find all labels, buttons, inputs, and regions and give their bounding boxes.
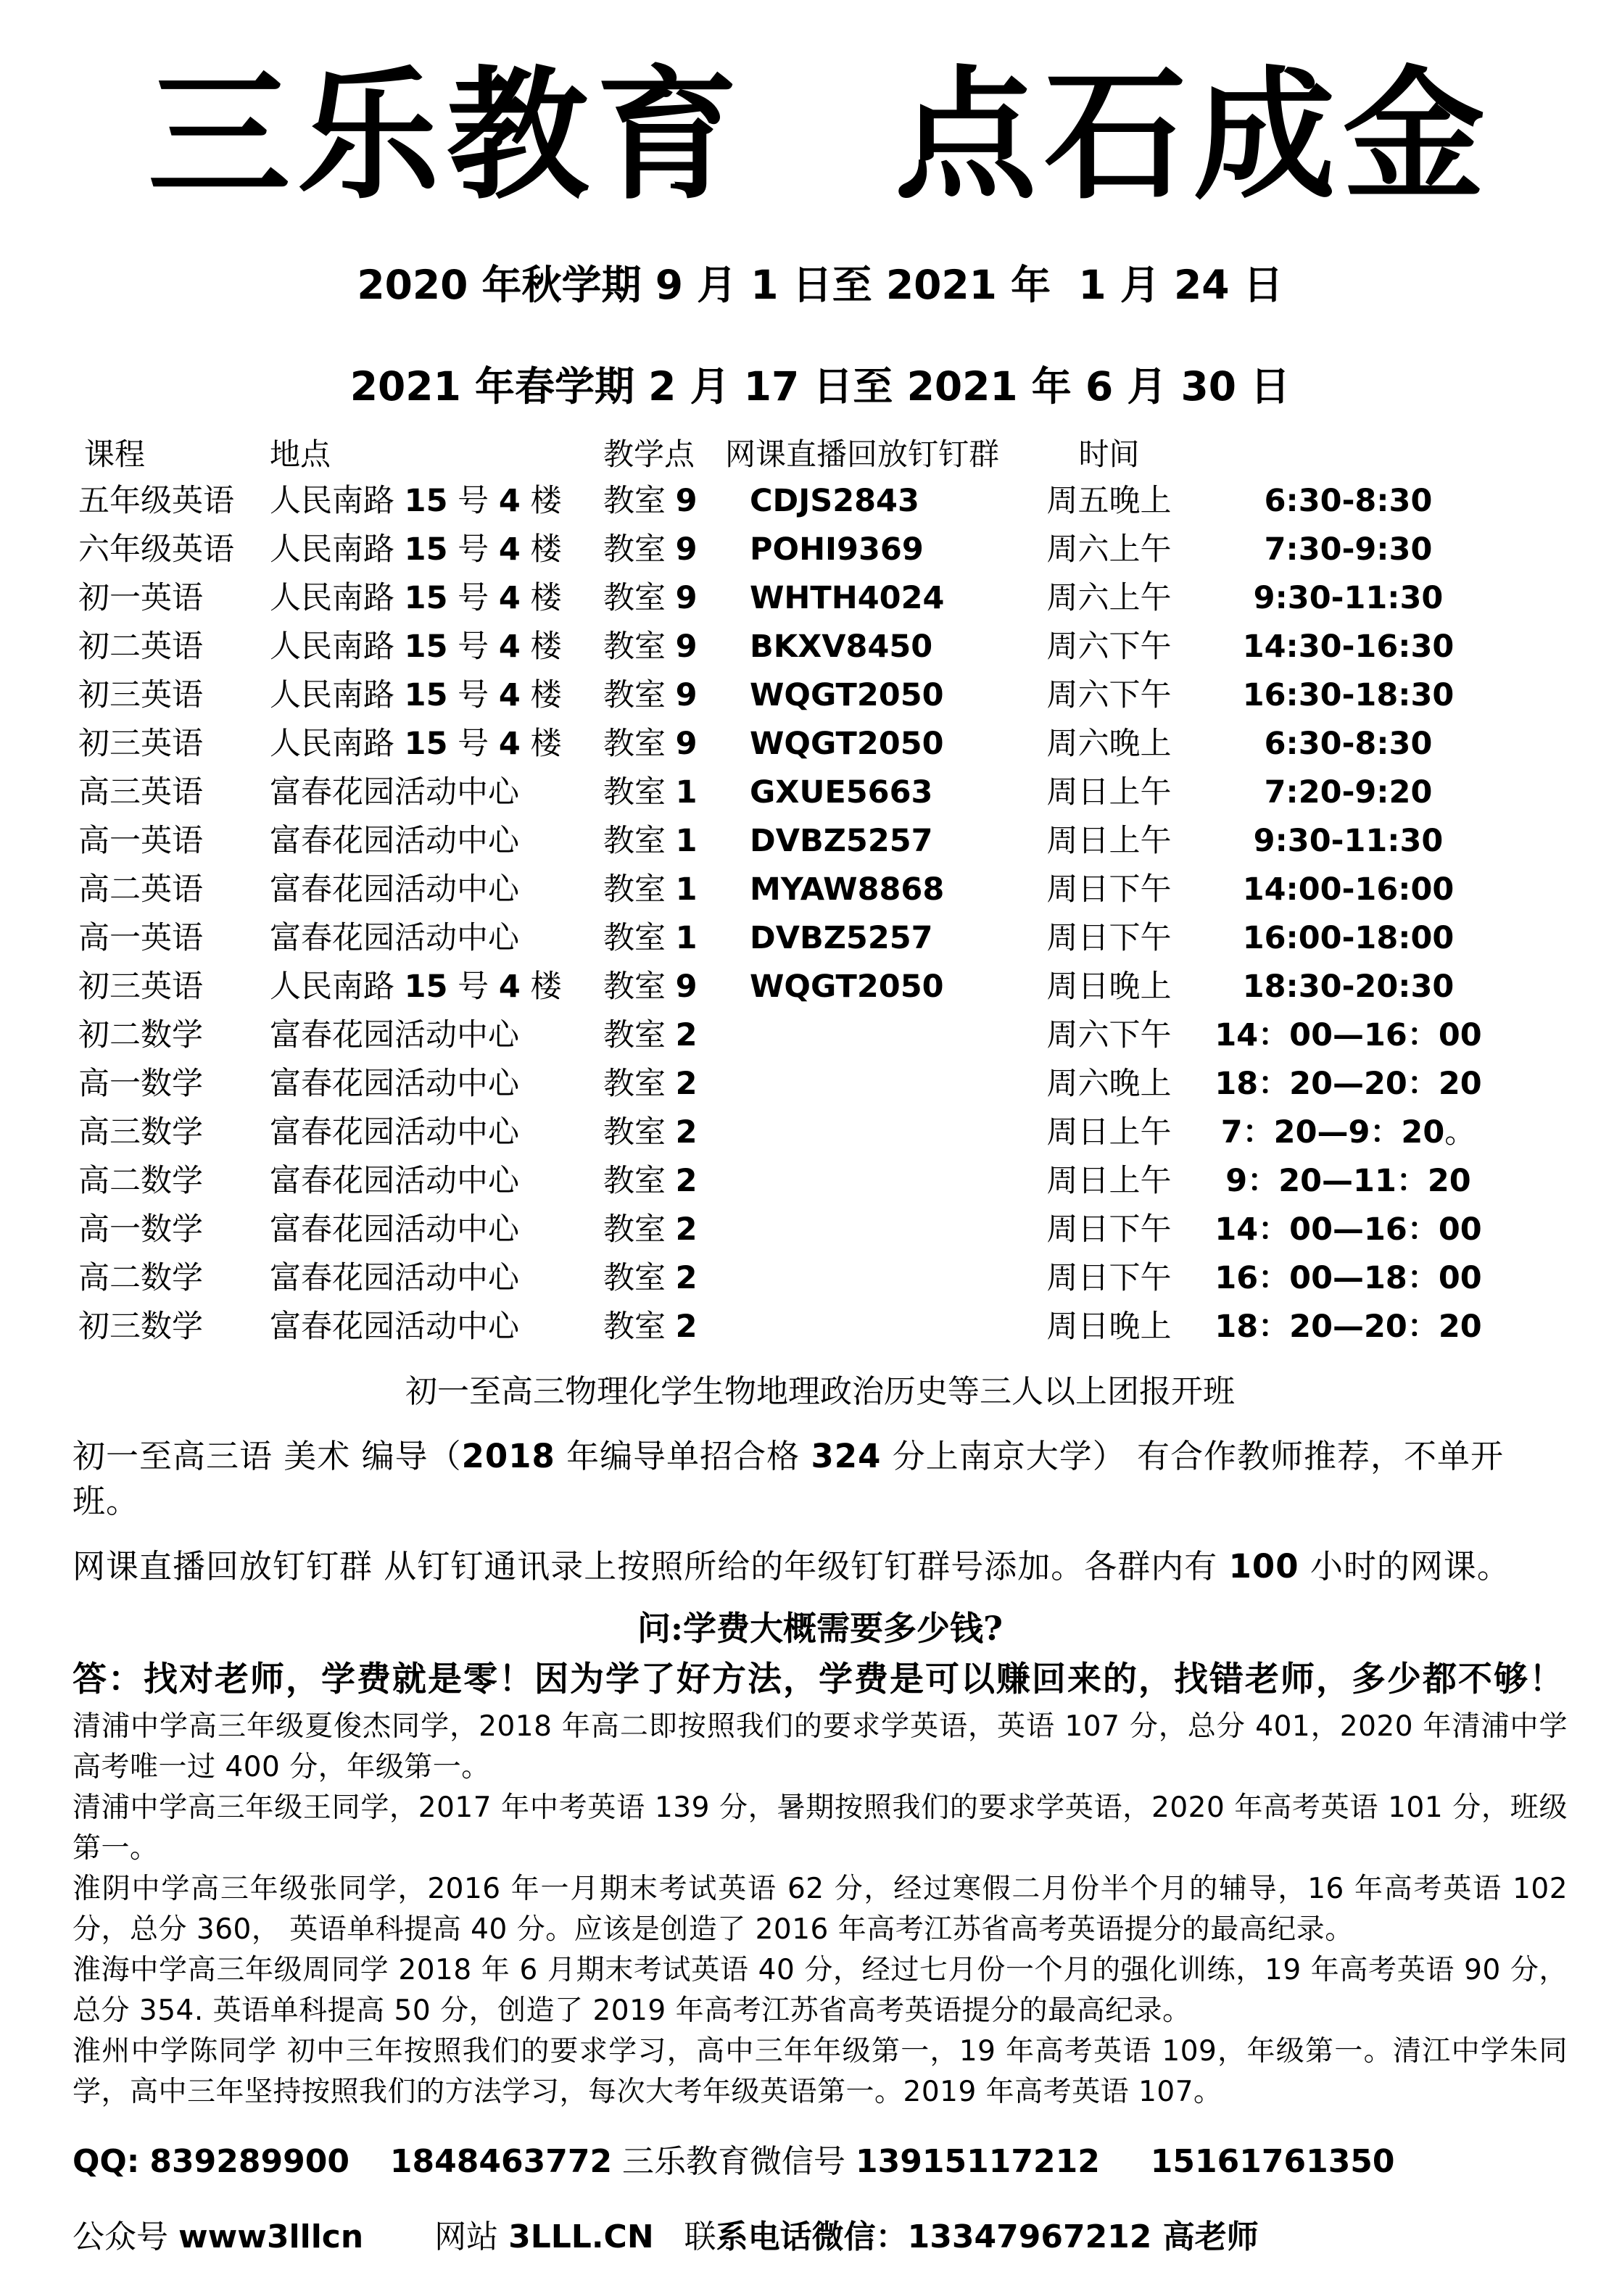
testimonial-item: 清浦中学高三年级王同学，2017 年中考英语 139 分，暑期按照我们的要求学英语，2020 年高考英语 101 分，班级第一。 [73, 1791, 1568, 1865]
testimonial-item: 淮海中学高三年级周同学 2018 年 6 月期末考试英语 40 分，经过七月份一个月的强化训练，19 年高考英语 90 分， 总分 354. 英语单科提高 50 分，创造了 2019 年高考江苏省高考英语提分的最高纪录。 [73, 1954, 1568, 2027]
table-row [73, 1254, 1568, 1303]
day-cell: 周日上午 [1046, 823, 1172, 859]
day-cell: 周六上午 [1046, 580, 1172, 616]
course-cell: 初三英语 [78, 726, 203, 762]
schedule-body [73, 477, 1568, 1351]
classroom-cell: 教室 2 [603, 1260, 698, 1296]
tuition-question: 问:学费大概需要多少钱? [637, 1609, 1003, 1648]
time-cell: 18：20—20：20 [1215, 1066, 1482, 1102]
time-cell: 14:30-16:30 [1242, 629, 1455, 665]
testimonial-item: 淮州中学陈同学 初中三年按照我们的要求学习，高中三年年级第一，19 年高考英语 109，年级第一。清江中学朱同学，高中三年坚持按照我们的方法学习，每次大考年级英语第一。2019 年高考英语 107。 [73, 2035, 1568, 2108]
page-title: 三乐教育 点石成金 [147, 52, 1492, 219]
course-cell: 初三英语 [78, 969, 203, 1005]
classroom-cell: 教室 1 [603, 823, 698, 859]
time-cell: 9：20—11：20 [1225, 1163, 1471, 1199]
testimonial-item: 淮阴中学高三年级张同学，2016 年一月期末考试英语 62 分，经过寒假二月份半个月的辅导，16 年高考英语 102 分，总分 360， 英语单科提高 40 分。应该是创造了 2016 年高考江苏省高考英语提分的最高纪录。 [73, 1873, 1568, 1946]
dingtalk-group-cell: MYAW8868 [750, 871, 945, 908]
classroom-cell: 教室 9 [603, 483, 698, 519]
schedule-header-location: 地点 [270, 436, 331, 472]
table-row [73, 914, 1568, 963]
qq-contact-line: QQ: 839289900 1848463772 三乐教育微信号 13915117212 15161761350 [73, 2143, 1395, 2180]
classroom-cell: 教室 1 [603, 871, 698, 908]
time-cell: 16:00-18:00 [1242, 920, 1455, 956]
schedule-header-time: 时间 [1078, 436, 1140, 472]
location-cell: 富春花园活动中心 [270, 823, 519, 859]
course-cell: 高二数学 [78, 1260, 203, 1296]
testimonials-section [73, 1707, 1568, 2113]
course-cell: 初二英语 [78, 629, 203, 665]
dingtalk-group-cell: WQGT2050 [750, 726, 944, 762]
classroom-cell: 教室 9 [603, 677, 698, 713]
course-cell: 初三英语 [78, 677, 203, 713]
table-row [73, 963, 1568, 1011]
table-row [73, 1060, 1568, 1108]
fall-semester-date: 2020 年秋学期 9 月 1 日至 2021 年 1 月 24 日 [357, 261, 1283, 308]
location-cell: 富春花园活动中心 [270, 1260, 519, 1296]
testimonial-item: 清浦中学高三年级夏俊杰同学，2018 年高二即按照我们的要求学英语，英语 107 分，总分 401，2020 年清浦中学高考唯一过 400 分，年级第一。 [73, 1710, 1568, 1783]
semester-dates [73, 255, 1568, 416]
day-cell: 周六晚上 [1046, 726, 1172, 762]
table-row [73, 477, 1568, 526]
time-cell: 18：20—20：20 [1215, 1309, 1482, 1345]
group-enrollment-note: 初一至高三物理化学生物地理政治历史等三人以上团报开班 [405, 1373, 1235, 1410]
classroom-cell: 教室 9 [603, 969, 698, 1005]
table-row [73, 1011, 1568, 1060]
course-cell: 五年级英语 [78, 483, 234, 519]
dingtalk-group-cell: POHI9369 [750, 531, 924, 568]
table-row [73, 1108, 1568, 1157]
schedule-header-course: 课程 [84, 436, 146, 472]
time-cell: 16：00—18：00 [1215, 1260, 1482, 1296]
dingtalk-group-cell: WHTH4024 [750, 580, 945, 616]
dingtalk-group-cell: BKXV8450 [750, 629, 933, 665]
table-row [73, 623, 1568, 671]
dingtalk-group-cell: GXUE5663 [750, 774, 933, 811]
table-row [73, 526, 1568, 574]
day-cell: 周六晚上 [1046, 1066, 1172, 1102]
time-cell: 6:30-8:30 [1264, 726, 1433, 762]
location-cell: 富春花园活动中心 [270, 774, 519, 811]
time-cell: 14：00—16：00 [1215, 1017, 1482, 1053]
table-row [73, 1303, 1568, 1351]
course-cell: 初三数学 [78, 1309, 203, 1345]
day-cell: 周日上午 [1046, 1163, 1172, 1199]
location-cell: 富春花园活动中心 [270, 1309, 519, 1345]
classroom-cell: 教室 2 [603, 1163, 698, 1199]
classroom-cell: 教室 2 [603, 1309, 698, 1345]
dingtalk-group-cell: WQGT2050 [750, 969, 944, 1005]
course-cell: 高二英语 [78, 871, 203, 908]
course-cell: 高一数学 [78, 1066, 203, 1102]
classroom-cell: 教室 9 [603, 580, 698, 616]
classroom-cell: 教室 1 [603, 774, 698, 811]
classroom-cell: 教室 2 [603, 1017, 698, 1053]
location-cell: 人民南路 15 号 4 楼 [270, 726, 562, 762]
course-cell: 初二数学 [78, 1017, 203, 1053]
dingtalk-group-cell: CDJS2843 [750, 483, 919, 519]
day-cell: 周日下午 [1046, 1260, 1172, 1296]
day-cell: 周日上午 [1046, 774, 1172, 811]
location-cell: 富春花园活动中心 [270, 1066, 519, 1102]
classroom-cell: 教室 9 [603, 531, 698, 568]
classroom-cell: 教室 9 [603, 726, 698, 762]
classroom-cell: 教室 1 [603, 920, 698, 956]
day-cell: 周五晚上 [1046, 483, 1172, 519]
time-cell: 18:30-20:30 [1242, 969, 1455, 1005]
day-cell: 周日晚上 [1046, 969, 1172, 1005]
location-cell: 富春花园活动中心 [270, 1114, 519, 1151]
day-cell: 周日下午 [1046, 871, 1172, 908]
table-row [73, 574, 1568, 623]
footer-contact-line: 公众号 www3lllcn 网站 3LLL.CN 联系电话微信：13347967212 高老师 [73, 2218, 1259, 2255]
dingtalk-group-cell: DVBZ5257 [750, 823, 933, 859]
location-cell: 人民南路 15 号 4 楼 [270, 677, 562, 713]
table-row [73, 720, 1568, 768]
location-cell: 富春花园活动中心 [270, 1163, 519, 1199]
time-cell: 14：00—16：00 [1215, 1211, 1482, 1248]
course-cell: 高一英语 [78, 823, 203, 859]
location-cell: 人民南路 15 号 4 楼 [270, 483, 562, 519]
schedule-header-row [73, 432, 1568, 477]
location-cell: 人民南路 15 号 4 楼 [270, 969, 562, 1005]
location-cell: 富春花园活动中心 [270, 871, 519, 908]
table-row [73, 866, 1568, 914]
course-cell: 高一英语 [78, 920, 203, 956]
day-cell: 周日下午 [1046, 920, 1172, 956]
dingtalk-note: 网课直播回放钉钉群 从钉钉通讯录上按照所给的年级钉钉群号添加。各群内有 100 小时的网课。 [73, 1547, 1510, 1586]
time-cell: 6:30-8:30 [1264, 483, 1433, 519]
time-cell: 14:00-16:00 [1242, 871, 1455, 908]
day-cell: 周六下午 [1046, 629, 1172, 665]
classroom-cell: 教室 2 [603, 1066, 698, 1102]
day-cell: 周六下午 [1046, 677, 1172, 713]
time-cell: 9:30-11:30 [1253, 823, 1444, 859]
dingtalk-group-cell: DVBZ5257 [750, 920, 933, 956]
location-cell: 人民南路 15 号 4 楼 [270, 531, 562, 568]
course-cell: 高三英语 [78, 774, 203, 811]
day-cell: 周日上午 [1046, 1114, 1172, 1151]
location-cell: 人民南路 15 号 4 楼 [270, 580, 562, 616]
location-cell: 富春花园活动中心 [270, 920, 519, 956]
time-cell: 7:20-9:20 [1264, 774, 1433, 811]
classroom-cell: 教室 9 [603, 629, 698, 665]
table-row [73, 1157, 1568, 1206]
classroom-cell: 教室 2 [603, 1114, 698, 1151]
table-row [73, 1206, 1568, 1254]
time-cell: 9:30-11:30 [1253, 580, 1444, 616]
tuition-answer: 答：找对老师，学费就是零！因为学了好方法，学费是可以赚回来的，找错老师，多少都不够！ [73, 1659, 1565, 1699]
day-cell: 周日下午 [1046, 1211, 1172, 1248]
day-cell: 周六下午 [1046, 1017, 1172, 1053]
table-row [73, 671, 1568, 720]
course-cell: 高三数学 [78, 1114, 203, 1151]
time-cell: 7：20—9：20。 [1220, 1114, 1476, 1151]
course-cell: 六年级英语 [78, 531, 234, 568]
day-cell: 周六上午 [1046, 531, 1172, 568]
course-cell: 高一数学 [78, 1211, 203, 1248]
schedule-header-dingtalk-group: 网课直播回放钉钉群 [725, 436, 1000, 472]
table-row [73, 768, 1568, 817]
location-cell: 富春花园活动中心 [270, 1211, 519, 1248]
course-cell: 高二数学 [78, 1163, 203, 1199]
schedule-table [73, 432, 1568, 1351]
spring-semester-date: 2021 年春学期 2 月 17 日至 2021 年 6 月 30 日 [349, 362, 1291, 410]
schedule-header-classroom: 教学点 [603, 436, 695, 472]
table-row [73, 817, 1568, 866]
day-cell: 周日晚上 [1046, 1309, 1172, 1345]
location-cell: 人民南路 15 号 4 楼 [270, 629, 562, 665]
time-cell: 16:30-18:30 [1242, 677, 1455, 713]
time-cell: 7:30-9:30 [1264, 531, 1433, 568]
course-cell: 初一英语 [78, 580, 203, 616]
other-subjects-note: 初一至高三语 美术 编导（2018 年编导单招合格 324 分上南京大学） 有合作教师推荐，不单开班。 [73, 1437, 1505, 1520]
dingtalk-group-cell: WQGT2050 [750, 677, 944, 713]
classroom-cell: 教室 2 [603, 1211, 698, 1248]
location-cell: 富春花园活动中心 [270, 1017, 519, 1053]
